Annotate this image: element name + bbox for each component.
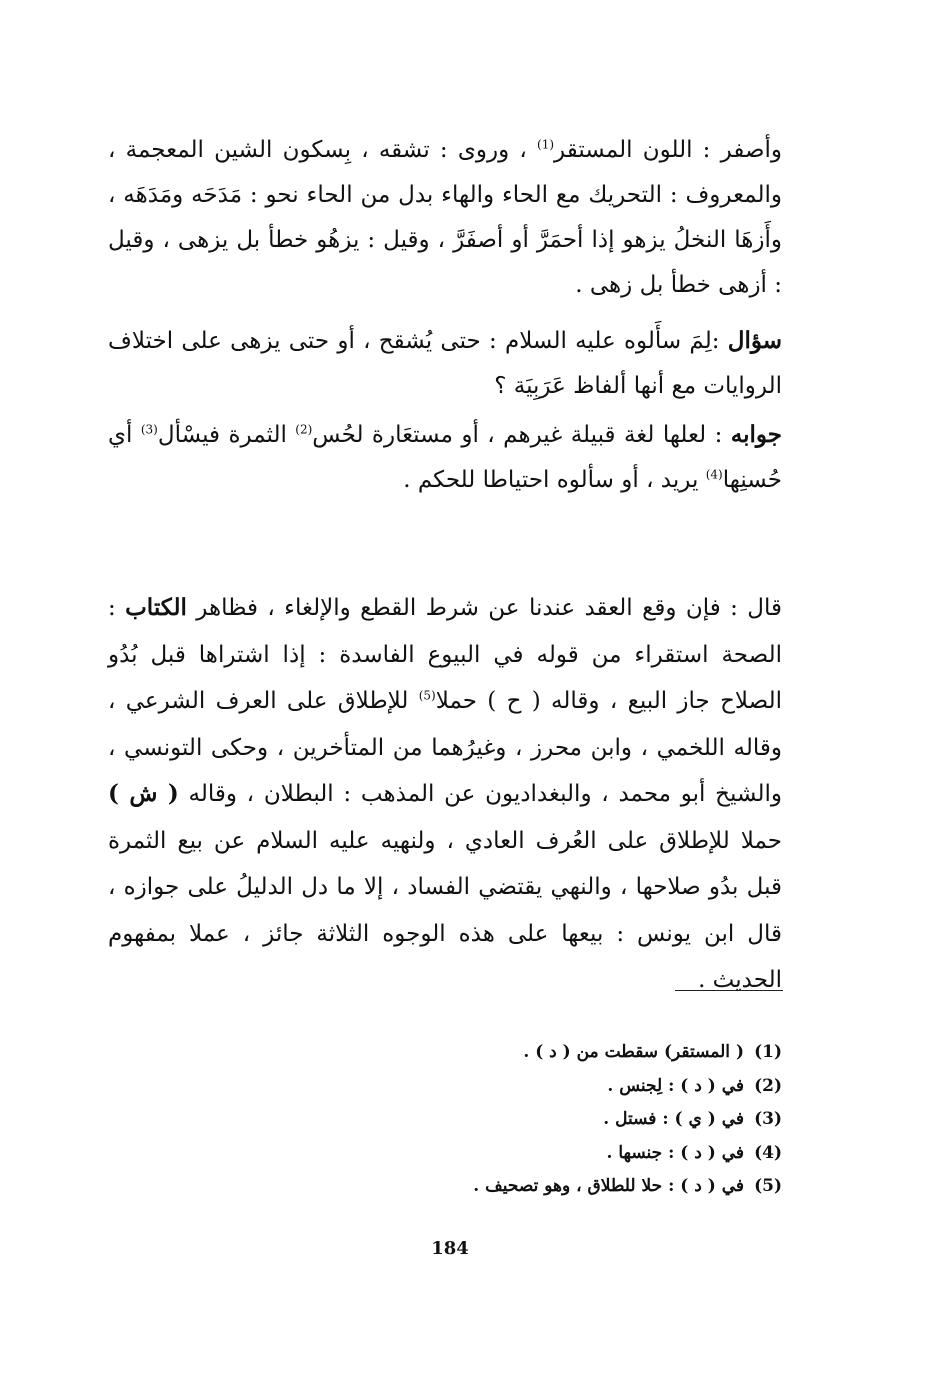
paragraph-text: :لِمَ سأَلوه عليه السلام : حتى يُشقح ، أو حتى يزهى على اختلاف الروايات مع أنها ألفاظ عَرَبِيَة ؟ bbox=[108, 328, 782, 399]
footnote-ref-3[interactable]: (3) bbox=[140, 422, 158, 437]
footnote-ref-2[interactable]: (2) bbox=[295, 422, 313, 437]
book-reference: الكتاب bbox=[125, 594, 187, 621]
school-reference: ( ش ) bbox=[108, 780, 179, 807]
footnote-text: في ( د ) : لِجنس . bbox=[607, 1075, 744, 1096]
footnote-ref-5[interactable]: (5) bbox=[418, 688, 436, 703]
footnote-item bbox=[300, 1137, 782, 1171]
footnote-number: (3) bbox=[754, 1109, 782, 1129]
page-number: 184 bbox=[431, 1238, 469, 1259]
question-label: سؤال bbox=[727, 327, 782, 354]
footnote-number: (1) bbox=[754, 1042, 782, 1062]
paragraph-text: يريد ، أو سألوه احتياطا للحكم . bbox=[403, 467, 699, 493]
footnote-item bbox=[300, 1070, 782, 1104]
footnote-ref-1[interactable]: (1) bbox=[537, 137, 555, 152]
paragraph-text: الثمرة فيسْأل bbox=[157, 422, 287, 448]
paragraph-answer bbox=[108, 412, 782, 503]
paragraph-text: قال : فإن وقع العقد عندنا عن شرط القطع والإلغاء ، فظاهر bbox=[196, 595, 782, 621]
footnote-text: ( المستقر) سقطت من ( د ) . bbox=[523, 1042, 744, 1062]
paragraph-text: للإطلاق على العرف الشرعي ، وقاله اللخمي ، وابن محرز ، وغيرُهما من المتأخرين ، وحكى التونسي ، والشيخ أبو محمد ، والبغداديون عن المذهب : البطلان ، وقاله bbox=[108, 688, 782, 807]
footnotes bbox=[300, 1036, 782, 1204]
paragraph-text: أي حُسنِها bbox=[108, 422, 782, 493]
footnote-ref-4[interactable]: (4) bbox=[705, 467, 723, 482]
paragraph-1 bbox=[108, 128, 782, 308]
paragraph-4 bbox=[108, 585, 782, 1004]
footnote-divider bbox=[675, 990, 783, 991]
footnote-number: (4) bbox=[754, 1142, 782, 1163]
footnote-number: (5) bbox=[754, 1176, 782, 1196]
paragraph-text: حملا للإطلاق على العُرف العادي ، ولنهيه عليه السلام عن بيع الثمرة قبل بدُو صلاحها ، والنهي يقتضي الفساد ، إلا ما دل الدليلُ على جوازه ، قال ابن يونس : بيعها على هذه الوجوه الثلاثة جائز ، عملا بمفهوم الحديث . bbox=[108, 827, 782, 993]
paragraph-text: : الصحة استقراء من قوله في البيوع الفاسدة : إذا اشتراها قبل بُدُو الصلاح جاز البيع ، وقاله ( ح ) حملا bbox=[108, 595, 782, 714]
answer-label: جوابه bbox=[730, 421, 782, 448]
footnote-text: في ( ي ) : فستل . bbox=[603, 1109, 744, 1129]
footnote-text: في ( د ) : جنسها . bbox=[606, 1142, 744, 1163]
footnote-number: (2) bbox=[754, 1075, 782, 1096]
paragraph-text: وأصفر : اللون المستقر bbox=[554, 137, 782, 163]
paragraph-text: : لعلها لغة قبيلة غيرهم ، أو مستعَارة لحُس bbox=[312, 422, 723, 448]
paragraph-question bbox=[108, 318, 782, 409]
footnote-item bbox=[300, 1036, 782, 1070]
footnote-item bbox=[300, 1170, 782, 1204]
footnote-text: في ( د ) : حلا للطلاق ، وهو تصحيف . bbox=[473, 1176, 744, 1196]
paragraph-text: ، وروى : تشقه ، بِسكون الشين المعجمة ، والمعروف : التحريك مع الحاء والهاء بدل من الحاء نحو : مَدَحَه ومَدَهَه ، وأَزهَا النخلُ يزهو إذا أحمَرَّ أو أصفَرَّ ، وقيل : يزهُو خطأ بل يزهى ، وقيل : أزهى خطأ بل زهى . bbox=[108, 137, 782, 298]
footnote-item bbox=[300, 1103, 782, 1137]
